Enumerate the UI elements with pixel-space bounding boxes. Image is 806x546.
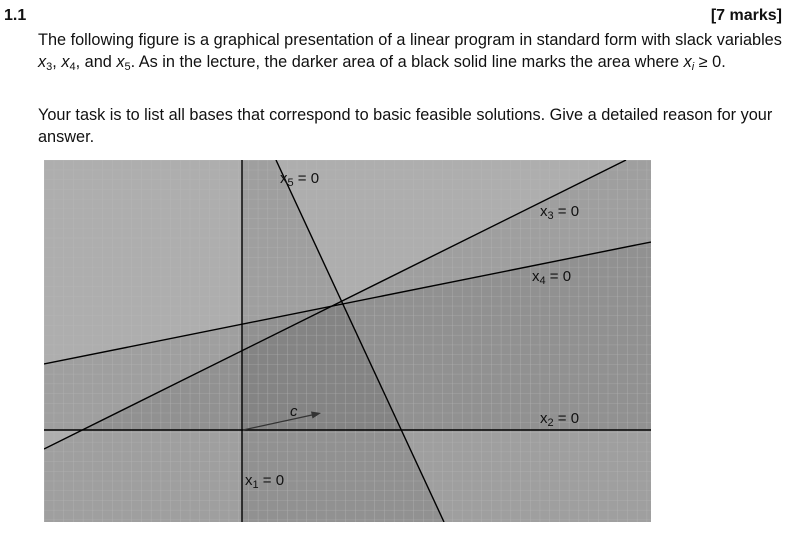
label-subscript: 1 xyxy=(252,479,259,491)
text-segment: ≥ 0. xyxy=(694,53,726,71)
var-subscript: 3 xyxy=(46,61,53,73)
label-x4: $x_4 = 0$ xyxy=(532,268,572,287)
var-subscript: i xyxy=(691,61,695,73)
text-segment: The following figure is a graphical presentation of a linear program in standard form with slack variables xyxy=(38,31,782,49)
label-eq: = 0 xyxy=(553,203,580,220)
question-number: 1.1 xyxy=(4,7,27,24)
var-subscript: 4 xyxy=(69,61,76,73)
lp-figure xyxy=(44,160,651,522)
var-x4 xyxy=(61,53,75,71)
text-segment: . As in the lecture, the darker area of a black solid line marks the area where xyxy=(130,53,684,71)
label-eq: = 0 xyxy=(545,268,572,285)
var-x3 xyxy=(38,53,52,71)
label-subscript: 2 xyxy=(547,417,554,429)
label-subscript: 3 xyxy=(547,210,554,222)
label-x5: $x_5 = 0$ xyxy=(280,170,320,189)
var-letter: x xyxy=(38,53,47,71)
label-x1: $x_1 = 0$ xyxy=(245,472,285,491)
label-x2: $x_2 = 0$ xyxy=(540,410,580,429)
label-subscript: 5 xyxy=(287,177,294,189)
label-x3: $x_3 = 0$ xyxy=(540,203,580,222)
var-letter: x xyxy=(683,53,692,71)
question-paragraph-1 xyxy=(38,29,786,73)
text-segment: , and xyxy=(75,53,117,71)
question-paragraph-2: Your task is to list all bases that correspond to basic feasible solutions. Give a detailed reason for your answer. xyxy=(38,106,773,146)
label-eq: = 0 xyxy=(258,472,285,489)
text-segment: , xyxy=(52,53,62,71)
label-eq: = 0 xyxy=(293,170,320,187)
var-xi xyxy=(684,53,695,71)
var-letter: x xyxy=(116,53,125,71)
question-marks: [7 marks] xyxy=(710,7,782,24)
var-letter: x xyxy=(61,53,70,71)
label-c: c xyxy=(290,403,298,420)
label-subscript: 4 xyxy=(539,275,546,287)
var-x5 xyxy=(116,53,130,71)
var-subscript: 5 xyxy=(124,61,131,73)
label-eq: = 0 xyxy=(553,410,580,427)
